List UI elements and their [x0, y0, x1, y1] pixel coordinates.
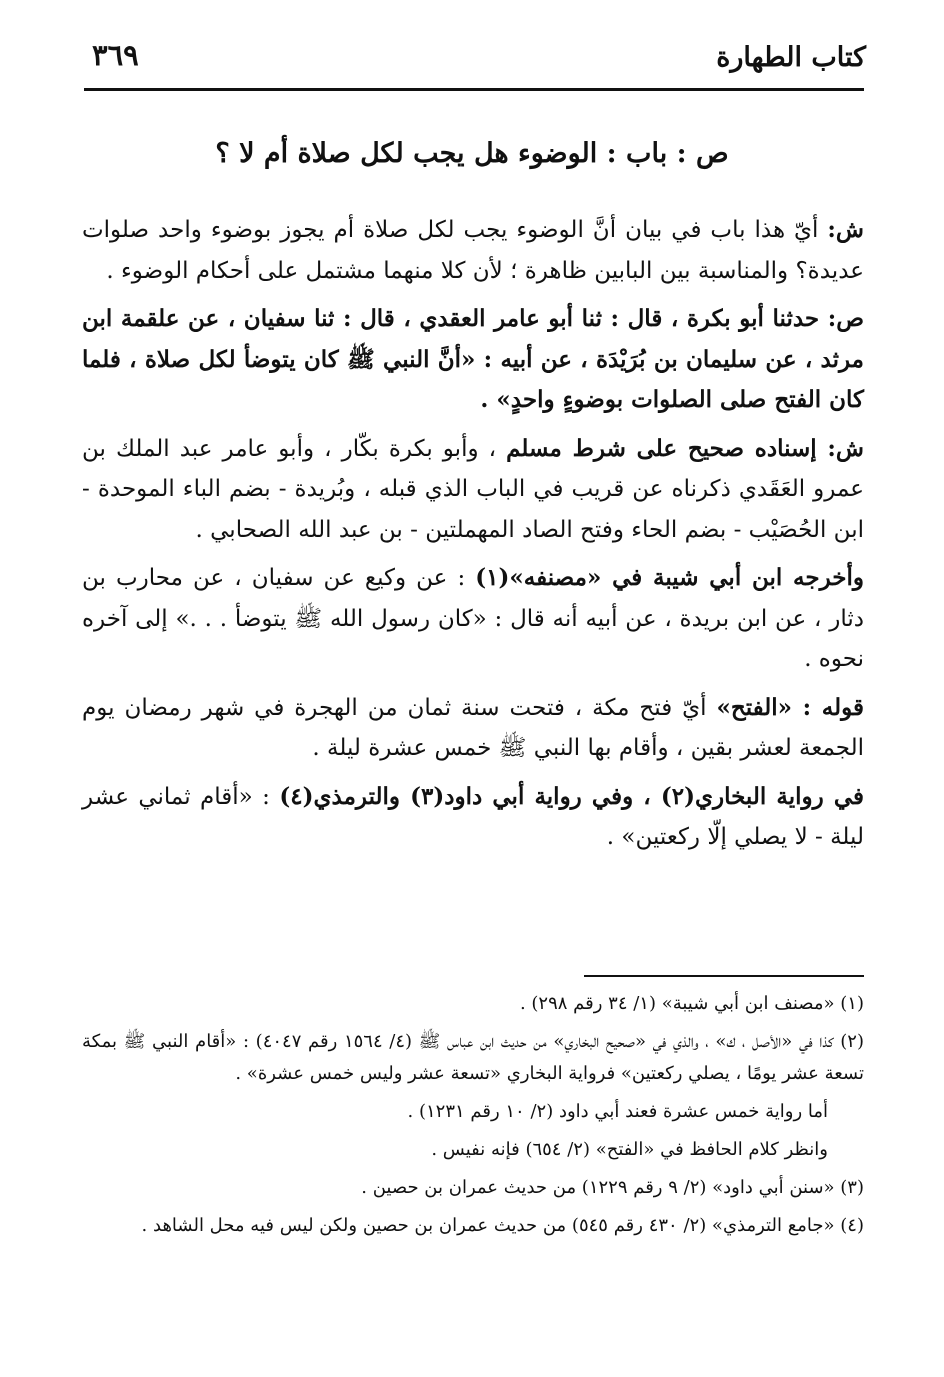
paragraph-label: وأخرجه ابن أبي شيبة في «مصنفه»(١) — [475, 564, 864, 591]
paragraph-text: أيّ هذا باب في بيان أنَّ الوضوء يجب لكل صلاة أم يجوز بوضوء واحد صلوات عديدة؟ والمناسبة بين البابين ظاهرة ؛ لأن كلا منهما مشتمل على أحكام الوضوء . — [82, 217, 864, 284]
footnote: (٤) «جامع الترمذي» (٢/ ٤٣٠ رقم ٥٤٥) من حديث عمران بن حصين ولكن ليس فيه محل الشاهد . — [141, 1215, 864, 1236]
paragraph — [82, 777, 864, 858]
paragraph — [82, 299, 864, 421]
paragraph-text: : «أقام ثماني عشر ليلة - لا يصلي إلّا ركعتين» . — [82, 783, 864, 850]
footnote-rule — [584, 975, 864, 977]
paragraph — [82, 429, 864, 551]
paragraph-text: حدثنا أبو بكرة ، قال : ثنا أبو عامر العقدي ، قال : ثنا سفيان ، عن علقمة ابن مرثد ، عن سليمان بن بُرَيْدَة ، عن أبيه : «أنَّ النبي ﷺ كان يتوضأ لكل صلاة ، فلما كان الفتح صلى الصلوات بوضوءٍ واحدٍ» . — [82, 305, 864, 413]
page-number: ٣٦٩ — [92, 38, 139, 72]
footnotes — [82, 988, 864, 1248]
chapter-heading: ص : باب : الوضوء هل يجب لكل صلاة أم لا ؟ — [215, 138, 729, 169]
footnote-continuation: أما رواية خمس عشرة فعند أبي داود (٢/ ١٠ رقم ١٢٣١) . — [407, 1101, 828, 1122]
paragraph-label: قوله : «الفتح» — [716, 693, 864, 721]
footnote: (٢) كذا في «الأصل ، ك» ، والذي في «صحيح البخاري» من حديث ابن عباس ﷺ (٤/ ١٥٦٤ رقم ٤٠٤٧) : «أقام النبي ﷺ بمكة تسعة عشر يومًا ، يصلي ركعتين» فرواية البخاري «تسعة عشر وليس خمس عشرة» . — [82, 1031, 864, 1084]
paragraph-text: : عن وكيع عن سفيان ، عن محارب بن دثار ، عن ابن بريدة ، عن أبيه أنه قال : «كان رسول الله ﷺ يتوضأ . . .» إلى آخره نحوه . — [82, 565, 864, 672]
footnote: (٣) «سنن أبي داود» (٢/ ٩ رقم ١٢٢٩) من حديث عمران بن حصين . — [361, 1177, 864, 1198]
paragraph — [82, 210, 864, 291]
paragraph — [82, 558, 864, 680]
paragraph-label: ش: إسناده صحيح على شرط مسلم — [506, 434, 864, 462]
paragraph-text: أيّ فتح مكة ، فتحت سنة ثمان من الهجرة في شهر رمضان يوم الجمعة لعشر بقين ، وأقام بها النبي ﷺ خمس عشرة ليلة . — [82, 694, 864, 761]
paragraph-label: ص: — [827, 305, 864, 332]
paragraph-label: في رواية البخاري(٢) ، وفي رواية أبي داود(٣) والترمذي(٤) — [279, 782, 864, 810]
running-title: كتاب الطهارة — [716, 42, 866, 73]
paragraph — [82, 688, 864, 769]
paragraph-label: ش: — [827, 216, 864, 243]
paragraph-text: ، وأبو بكرة بكّار ، وأبو عامر عبد الملك بن عمرو العَقَدي ذكرناه عن قريب في الباب الذي قبله ، وبُريدة - بضم الباء الموحدة - ابن الحُصَيْب - بضم الحاء وفتح الصاد المهملتين - بن عبد الله الصحابي . — [82, 435, 864, 543]
header-rule — [84, 88, 864, 91]
footnote-continuation: وانظر كلام الحافظ في «الفتح» (٢/ ٦٥٤) فإنه نفيس . — [431, 1139, 828, 1160]
body-text — [82, 210, 864, 866]
footnote: (١) «مصنف ابن أبي شيبة» (١/ ٣٤ رقم ٢٩٨) . — [519, 993, 864, 1014]
